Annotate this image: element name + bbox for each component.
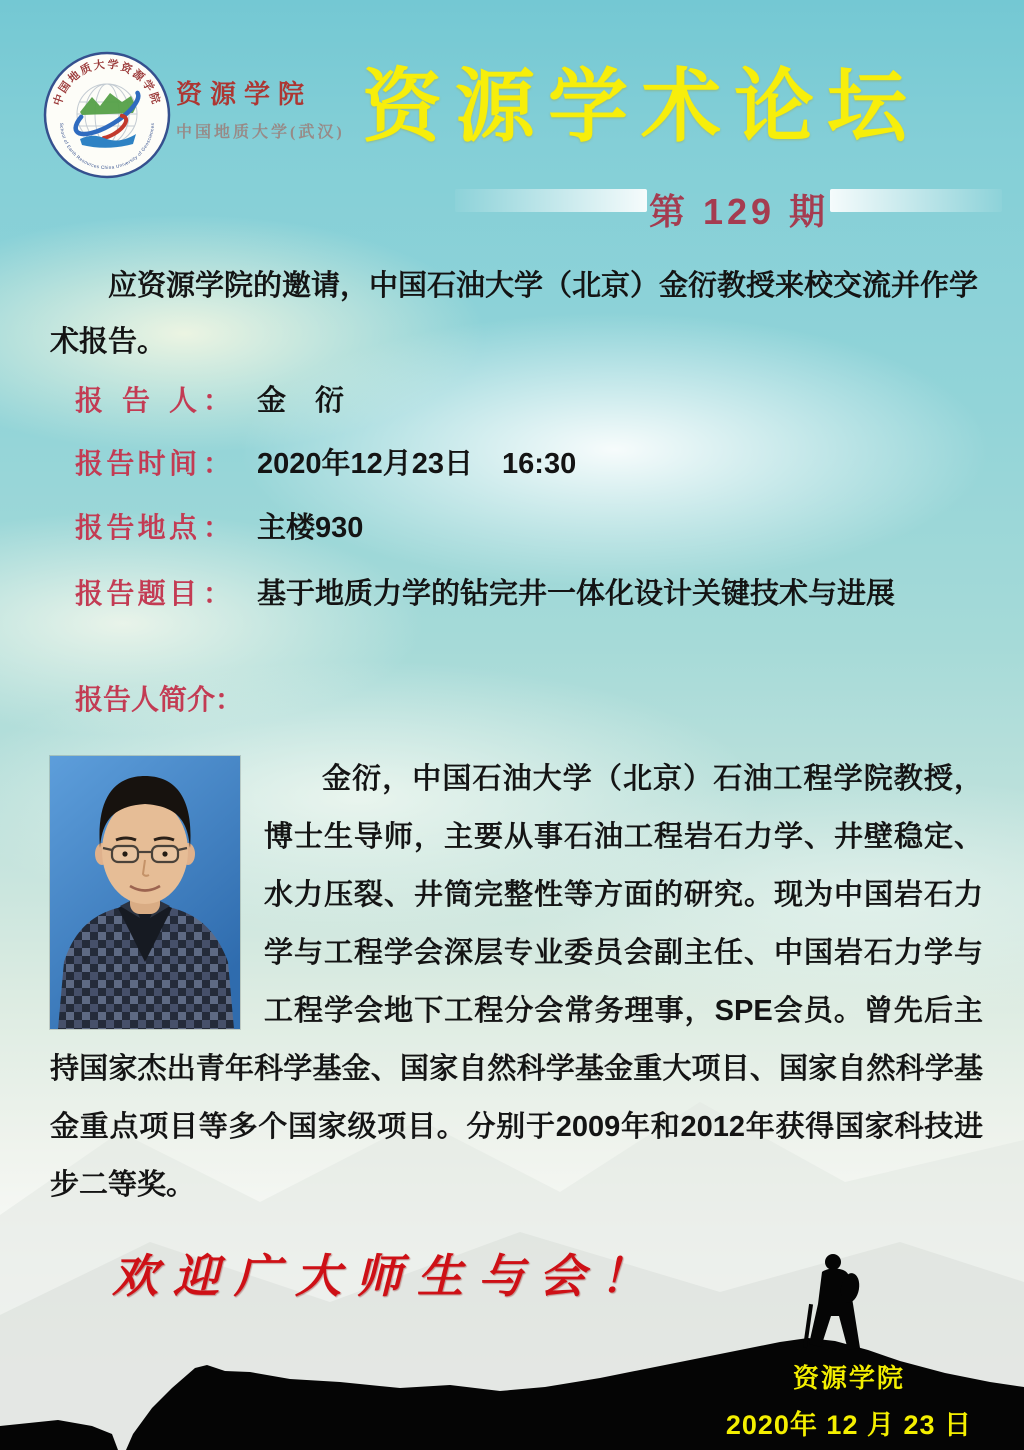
issue-number: 第 129 期 [648, 191, 830, 232]
colon: ： [203, 512, 232, 543]
college-block [176, 74, 345, 142]
issue-bar-left [455, 189, 647, 212]
bio-text: 金衍，中国石油大学（北京）石油工程学院教授，博士生导师，主要从事石油工程岩石力学、井壁稳定、水力压裂、井筒完整性等方面的研究。现为中国岩石力学与工程学会深层专业委员会副主任、中国岩石力学与工程学会地下工程分会常务理事，SPE会员。曾先后主持国家杰出青年科学基金、国家自然科学基金重大项目、国家自然科学基金重点项目等多个国家级项目。分别于2009年和2012年获得国家科技进步二等奖。 [50, 763, 983, 1201]
location-label: 报告地点 [75, 512, 197, 543]
colon: ： [203, 578, 232, 609]
university-name: 中国地质大学(武汉) [176, 124, 345, 141]
speaker-value: 金 衍 [257, 385, 345, 417]
footer-org: 资源学院 [792, 1363, 905, 1393]
time-value: 2020年12月23日 16:30 [257, 448, 577, 480]
speaker-label: 报 告 人 [75, 385, 197, 416]
issue-bar-right [830, 189, 1002, 212]
speaker-photo [50, 756, 240, 1029]
issue-banner [0, 184, 1024, 232]
poster-title: 资源学术论坛 [362, 62, 920, 151]
college-name: 资源学院 [176, 80, 313, 109]
location-value: 主楼930 [257, 512, 364, 544]
colon: ： [203, 448, 232, 479]
footer-date: 2020年 12 月 23 日 [725, 1410, 972, 1440]
info-row-time [75, 441, 576, 482]
closing-line: 欢迎广大师生与会！ [112, 1249, 661, 1303]
colon: ： [203, 385, 232, 416]
info-row-location [75, 505, 363, 546]
intro-paragraph: 应资源学院的邀请，中国石油大学（北京）金衍教授来校交流并作学术报告。 [50, 270, 979, 358]
seal-top-text: 中国地质大学资源学院 [51, 58, 163, 108]
university-seal-logo [42, 50, 172, 180]
topic-value: 基于地质力学的钻完井一体化设计关键技术与进展 [257, 578, 896, 610]
bio-heading: 报告人简介： [75, 684, 244, 715]
topic-label: 报告题目 [75, 578, 197, 609]
bio-section [50, 750, 983, 1214]
time-label: 报告时间 [75, 448, 197, 479]
footer-signature [726, 1358, 972, 1442]
info-row-speaker [75, 378, 344, 419]
info-row-topic [75, 571, 895, 612]
seal-bottom-text: School of Earth Resources China University of Geosciences [58, 122, 156, 171]
seal-outer-ring [45, 53, 169, 177]
